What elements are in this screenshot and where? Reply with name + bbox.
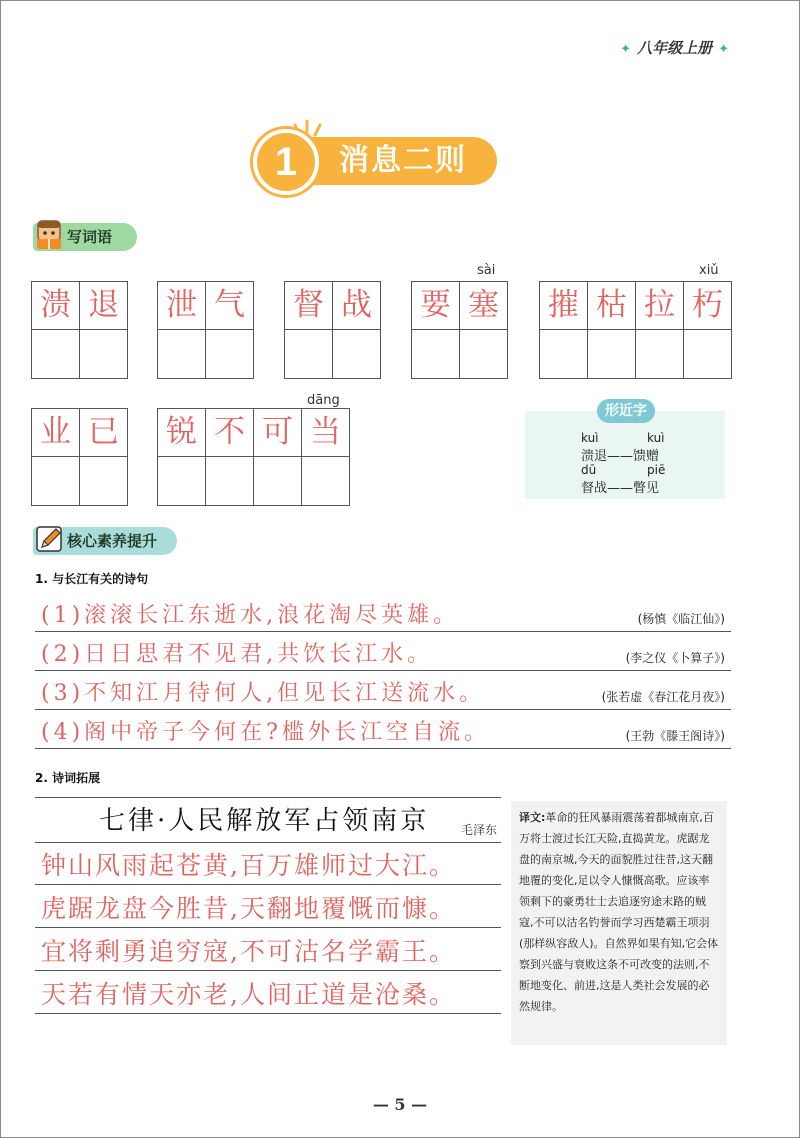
char: 溃 bbox=[40, 287, 71, 323]
word-box-5 bbox=[539, 281, 732, 379]
char-cell bbox=[32, 282, 79, 378]
question-1-title: 1. 与长江有关的诗句 bbox=[35, 572, 149, 586]
poem-line-text: (4)阁中帝子今何在?槛外长江空自流。 bbox=[41, 720, 490, 745]
poem-line bbox=[35, 595, 731, 632]
similar-pair-2: 督战——瞥见 bbox=[581, 481, 660, 496]
word-box-7 bbox=[157, 408, 350, 506]
char: 锐 bbox=[166, 414, 197, 450]
char-cell bbox=[412, 282, 459, 378]
poem-verse-text: 钟山风雨起苍黄,百万雄师过大江。 bbox=[41, 851, 456, 880]
poem-line bbox=[35, 712, 731, 749]
char: 气 bbox=[214, 287, 245, 323]
poem-line-source: (李之仪《卜算子》) bbox=[625, 651, 725, 665]
char-cell bbox=[79, 409, 127, 505]
char-cell bbox=[332, 282, 380, 378]
poem-line-source: (杨慎《临江仙》) bbox=[637, 612, 725, 626]
word-box-3 bbox=[284, 281, 381, 379]
char-cell bbox=[158, 409, 205, 505]
poem-title-row bbox=[35, 797, 501, 843]
section-write-words bbox=[33, 223, 137, 251]
poem-title: 七律·人民解放军占领南京 bbox=[99, 806, 430, 836]
poem-author: 毛泽东 bbox=[460, 823, 497, 837]
grade-label: 八年级上册 bbox=[637, 39, 713, 57]
diamond-icon: ✦ bbox=[620, 42, 632, 57]
char-cell bbox=[32, 409, 79, 505]
similar-pair-1: 溃退——馈赠 bbox=[581, 449, 660, 464]
char: 泄 bbox=[166, 287, 197, 323]
char-cell bbox=[205, 282, 253, 378]
word-box-6 bbox=[31, 408, 128, 506]
poem-verse-text: 虎踞龙盘今胜昔,天翻地覆慨而慷。 bbox=[41, 894, 456, 923]
word-box-1 bbox=[31, 281, 128, 379]
pencil-icon bbox=[35, 523, 63, 555]
char-cell bbox=[635, 282, 683, 378]
char: 当 bbox=[310, 414, 341, 450]
char: 不 bbox=[214, 414, 245, 450]
char: 要 bbox=[420, 287, 451, 323]
char: 可 bbox=[262, 414, 293, 450]
char: 督 bbox=[293, 287, 324, 323]
pinyin: kuì bbox=[647, 431, 665, 445]
poem-line-text: (1)滚滚长江东逝水,浪花淘尽英雄。 bbox=[41, 603, 460, 628]
poem-verse-text: 宜将剩勇追穷寇,不可沽名学霸王。 bbox=[41, 937, 456, 966]
char: 战 bbox=[341, 287, 372, 323]
word-box-2 bbox=[157, 281, 254, 379]
grade-header bbox=[614, 37, 735, 58]
poem-verse bbox=[35, 971, 501, 1014]
poem-verse bbox=[35, 928, 501, 971]
poem-line-source: (王勃《滕王阁诗》) bbox=[625, 729, 725, 743]
poem-verse bbox=[35, 885, 501, 928]
lesson-number-badge: 1 bbox=[253, 129, 319, 195]
poem-line bbox=[35, 634, 731, 671]
char: 已 bbox=[88, 414, 119, 450]
pinyin-sai: sài bbox=[477, 263, 496, 278]
poem-line-text: (2)日日思君不见君,共饮长江水。 bbox=[41, 642, 434, 667]
pinyin: kuì bbox=[581, 431, 599, 445]
char-cell bbox=[253, 409, 301, 505]
poem-line-text: (3)不知江月待何人,但见长江送流水。 bbox=[41, 681, 486, 706]
char-cell bbox=[459, 282, 507, 378]
char-cell bbox=[587, 282, 635, 378]
char-cell bbox=[79, 282, 127, 378]
char: 拉 bbox=[644, 287, 675, 323]
char: 塞 bbox=[468, 287, 499, 323]
char: 枯 bbox=[596, 287, 627, 323]
char-cell bbox=[158, 282, 205, 378]
char-cell bbox=[683, 282, 731, 378]
similar-chars-tag: 形近字 bbox=[597, 399, 655, 423]
pinyin: dū bbox=[581, 463, 597, 477]
poem-verse-text: 天若有情天亦老,人间正道是沧桑。 bbox=[41, 980, 456, 1009]
char-cell bbox=[285, 282, 332, 378]
lesson-title bbox=[253, 119, 503, 199]
char: 退 bbox=[88, 287, 119, 323]
char-cell bbox=[301, 409, 349, 505]
section-write-words-label: 写词语 bbox=[67, 228, 113, 246]
translation-box bbox=[511, 801, 727, 1045]
word-box-4 bbox=[411, 281, 508, 379]
section-core-literacy bbox=[33, 527, 177, 555]
lesson-title-text: 消息二则 bbox=[289, 137, 497, 185]
char-cell bbox=[540, 282, 587, 378]
translation-text: 革命的狂风暴雨震荡着都城南京,百万将士渡过长江天险,直捣黄龙。虎踞龙盘的南京城,今天的面貌胜过往昔,这天翻地覆的变化,足以令人慷慨高歌。应该率领剩下的豪勇壮士去追逐穷途末路的贼寇,不可以沽名钓誉而学习西楚霸王项羽(那样纵容敌人)。自然界如果有知,它会体察到兴盛与衰败这条不可改变的法则,不断地变化、前进,这是人类社会发展的必然规律。 bbox=[519, 811, 719, 1013]
diamond-icon: ✦ bbox=[718, 42, 729, 57]
pinyin: piē bbox=[647, 463, 666, 477]
char: 朽 bbox=[692, 287, 723, 323]
poem-line-source: (张若虚《春江花月夜》) bbox=[601, 690, 725, 704]
poem-verse bbox=[35, 842, 501, 885]
similar-chars-card bbox=[525, 403, 725, 499]
translation-label: 译文: bbox=[519, 811, 546, 824]
question-2-title: 2. 诗词拓展 bbox=[35, 771, 101, 785]
pinyin-xiu: xiǔ bbox=[699, 263, 719, 278]
poem-line bbox=[35, 673, 731, 710]
pinyin-dang: dāng bbox=[307, 393, 340, 408]
char: 业 bbox=[40, 414, 71, 450]
page-number: — 5 — bbox=[372, 1095, 428, 1114]
char: 摧 bbox=[548, 287, 579, 323]
char-cell bbox=[205, 409, 253, 505]
reading-kid-icon bbox=[35, 219, 63, 251]
section-core-literacy-label: 核心素养提升 bbox=[67, 532, 158, 550]
